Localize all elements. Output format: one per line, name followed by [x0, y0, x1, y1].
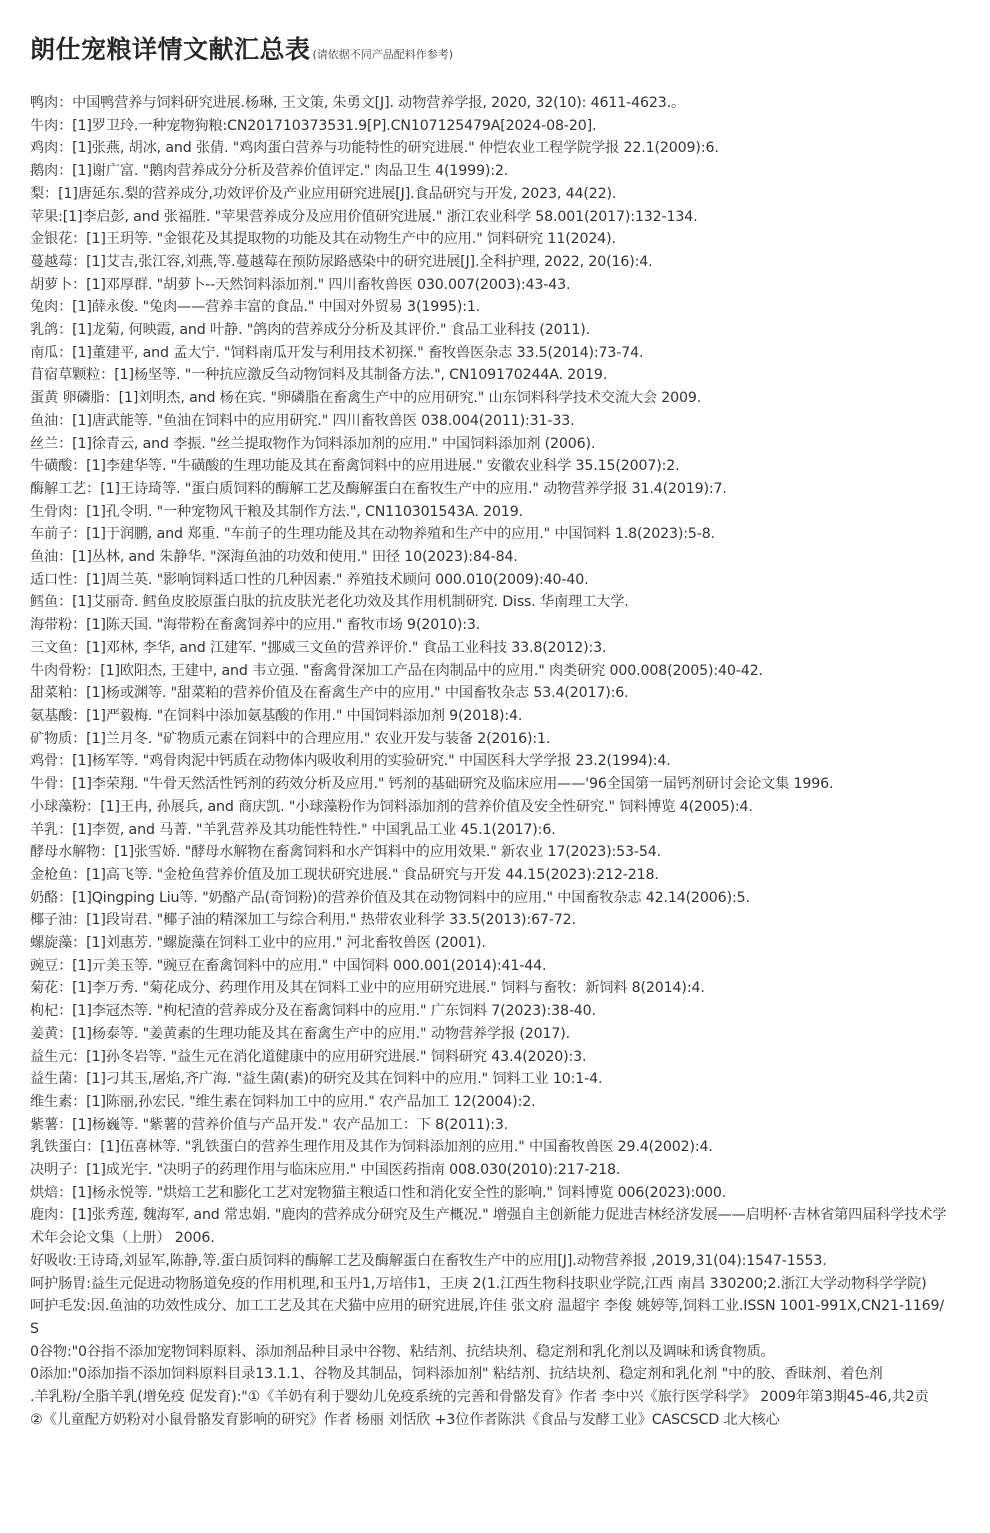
reference-entry: 矿物质：[1]兰月冬. "矿物质元素在饲料中的合理应用." 农业开发与装备 2(2016):1. — [30, 730, 551, 747]
reference-entry: 海带粉：[1]陈天国. "海带粉在畜禽饲养中的应用." 畜牧市场 9(2010):3. — [30, 617, 481, 634]
reference-entry: 牛肉：[1]罗卫玲.一种宠物狗粮:CN201710373531.9[P].CN107125479A[2024-08-20]. — [30, 117, 597, 134]
reference-entry: 好吸收:王诗琦,刘显军,陈静,等.蛋白质饲料的酶解工艺及酶解蛋白在畜牧生产中的应用[J].动物营养报 ,2019,31(04):1547-1553. — [30, 1252, 827, 1269]
reference-entry: 乳鸽：[1]龙菊, 何映霞, and 叶静. "鸽肉的营养成分分析及其评价." 食品工业科技 (2011). — [30, 322, 590, 339]
reference-entry: 生骨肉：[1]孔令明. "一种宠物风干粮及其制作方法.", CN110301543A. 2019. — [30, 503, 523, 520]
reference-entry: 鹿肉：[1]张秀莲, 魏海军, and 常忠娟. "鹿肉的营养成分研究及生产概况." 增强自主创新能力促进吉林经济发展——启明杯·吉林省第四届科学技术学术年会论文集（上册） 2006. — [30, 1207, 947, 1247]
reference-entry: 鱼油：[1]丛林, and 朱静华. "深海鱼油的功效和使用." 田径 10(2023):84-84. — [30, 549, 518, 566]
reference-entry: 三文鱼：[1]邓林, 李华, and 江建军. "挪威三文鱼的营养评价." 食品工业科技 33.8(2012):3. — [30, 639, 607, 656]
reference-entry: 苹果:[1]李启彭, and 张福胜. "苹果营养成分及应用价值研究进展." 浙江农业科学 58.001(2017):132-134. — [30, 208, 698, 225]
reference-entry: 奶酪：[1]Qingping Liu等. "奶酪产品(奇饲粉)的营养价值及其在动物饲料中的应用." 中国畜牧杂志 42.14(2006):5. — [30, 889, 750, 906]
reference-entry: 益生菌：[1]刁其玉,屠焰,齐广海. "益生菌(素)的研究及其在饲料中的应用." 饲料工业 10:1-4. — [30, 1071, 603, 1088]
reference-entry: ②《儿童配方奶粉对小鼠骨骼发育影响的研究》作者 杨丽 刘恬欣 +3位作者陈洪《食品与发酵工业》CASCSCD 北大核心 — [30, 1411, 780, 1428]
reference-entry: 呵护肠胃:益生元促进动物肠道免疫的作用机理,和玉丹1,万培伟1，王庚 2(1.江西生物科技职业学院,江西 南昌 330200;2.浙江大学动物科学学院) — [30, 1275, 927, 1292]
reference-entry: 金枪鱼：[1]高飞等. "金枪鱼营养价值及加工现状研究进展." 食品研究与开发 44.15(2023):212-218. — [30, 866, 659, 883]
reference-entry: 兔肉：[1]薛永俊. "兔肉——营养丰富的食品." 中国对外贸易 3(1995):1. — [30, 299, 481, 316]
reference-entry: 蔓越莓：[1]艾吉,张江容,刘燕,等.蔓越莓在预防尿路感染中的研究进展[J].全科护理, 2022, 20(16):4. — [30, 253, 653, 270]
reference-entry: 甜菜粕：[1]杨或渊等. "甜菜粕的营养价值及在畜禽生产中的应用." 中国畜牧杂志 53.4(2017):6. — [30, 685, 629, 702]
reference-entry: 姜黄：[1]杨泰等. "姜黄素的生理功能及其在畜禽生产中的应用." 动物营养学报 (2017). — [30, 1025, 570, 1042]
reference-entry: 烘焙：[1]杨永悦等. "烘焙工艺和膨化工艺对宠物猫主粮适口性和消化安全性的影响." 饲料博览 006(2023):000. — [30, 1184, 727, 1201]
reference-entry: 氨基酸：[1]严毅梅. "在饲料中添加氨基酸的作用." 中国饲料添加剂 9(2018):4. — [30, 707, 523, 724]
reference-entry: 小球藻粉：[1]王冉, 孙展兵, and 商庆凯. "小球藻粉作为饲料添加剂的营养价值及安全性研究." 饲料博览 4(2005):4. — [30, 798, 753, 815]
reference-entry: 牛骨：[1]李荣翔. "牛骨天然活性钙剂的药效分析及应用." 钙剂的基础研究及临床应用——'96全国第一届钙剂研讨会论文集 1996. — [30, 776, 834, 793]
reference-entry: 椰子油：[1]段岢君. "椰子油的精深加工与综合利用." 热带农业科学 33.5(2013):67-72. — [30, 912, 576, 929]
title-row — [30, 30, 950, 92]
reference-entry: 呵护毛发:因.鱼油的功效性成分、加工工艺及其在犬猫中应用的研究进展,许佳 张文府 温超宇 李俊 姚婷等,饲料工业.ISSN 1001-991X,CN21-1169/S — [30, 1298, 944, 1337]
reference-entry: 0添加:"0添加指不添加饲料原料目录13.1.1、谷物及其制品，饲料添加剂" 粘结剂、抗结块剂、稳定剂和乳化剂 "中的胶、香昧剂、着色剂 — [30, 1366, 883, 1383]
reference-entry: 胡萝卜：[1]邓厚群. "胡萝卜--天然饲料添加剂." 四川畜牧兽医 030.007(2003):43-43. — [30, 276, 571, 293]
reference-entry: 鱼油：[1]唐武能等. "鱼油在饲料中的应用研究." 四川畜牧兽医 038.004(2011):31-33. — [30, 412, 575, 429]
reference-entry: 紫薯：[1]杨巍等. "紫薯的营养价值与产品开发." 农产品加工：下 8(2011):3. — [30, 1116, 509, 1133]
reference-entry: 鸡骨：[1]杨军等. "鸡骨肉泥中钙质在动物体内吸收利用的实验研究." 中国医科大学学报 23.2(1994):4. — [30, 753, 671, 770]
reference-entry: 适口性：[1]周兰英. "影响饲料适口性的几种因素." 养殖技术顾问 000.010(2009):40-40. — [30, 571, 589, 588]
reference-list — [30, 92, 950, 1431]
reference-entry: 乳铁蛋白：[1]伍喜林等. "乳铁蛋白的营养生理作用及其作为饲料添加剂的应用." 中国畜牧兽医 29.4(2002):4. — [30, 1139, 713, 1156]
reference-entry: 鳕鱼：[1]艾丽奇. 鳕鱼皮胶原蛋白肽的抗皮肤光老化功效及其作用机制研究. Diss. 华南理工大学. — [30, 594, 629, 611]
reference-entry: 牛磺酸：[1]李建华等. "牛磺酸的生理功能及其在畜禽饲料中的应用进展." 安徽农业科学 35.15(2007):2. — [30, 458, 680, 475]
reference-entry: 鸡肉：[1]张燕, 胡冰, and 张倩. "鸡肉蛋白营养与功能特性的研究进展." 仲恺农业工程学院学报 22.1(2009):6. — [30, 140, 719, 157]
reference-entry: 枸杞：[1]李冠杰等. "枸杞渣的营养成分及在畜禽饲料中的应用." 广东饲料 7(2023):38-40. — [30, 1003, 596, 1020]
reference-entry: 车前子：[1]于润鹏, and 郑重. "车前子的生理功能及其在动物养殖和生产中的应用." 中国饲料 1.8(2023):5-8. — [30, 526, 715, 543]
reference-entry: 酵母水解物：[1]张雪娇. "酵母水解物在畜禽饲料和水产饵料中的应用效果." 新农业 17(2023):53-54. — [30, 844, 661, 861]
reference-entry: 苜宿草颗粒：[1]杨坚等. "一种抗应激反刍动物饲料及其制备方法.", CN109170244A. 2019. — [30, 367, 608, 384]
reference-entry: 豌豆：[1]亓美玉等. "豌豆在畜禽饲料中的应用." 中国饲料 000.001(2014):41-44. — [30, 957, 547, 974]
reference-entry: 蛋黄 卵磷脂：[1]刘明杰, and 杨在宾. "卵磷脂在畜禽生产中的应用研究." 山东饲料科学技术交流大会 2009. — [30, 390, 702, 407]
page-subtitle: (请依据不同产品配料作参考) — [312, 48, 454, 61]
reference-entry: 南瓜：[1]董建平, and 孟大宁. "饲料南瓜开发与利用技术初探." 畜牧兽医杂志 33.5(2014):73-74. — [30, 344, 644, 361]
reference-entry: 菊花：[1]李万秀. "菊花成分、药理作用及其在饲料工业中的应用研究进展." 饲料与畜牧：新饲料 8(2014):4. — [30, 980, 705, 997]
reference-entry: 酶解工艺：[1]王诗琦等. "蛋白质饲料的酶解工艺及酶解蛋白在畜牧生产中的应用." 动物营养学报 31.4(2019):7. — [30, 480, 727, 497]
page-title: 朗仕宠粮详情文献汇总表 — [30, 35, 311, 64]
reference-entry: .羊乳粉/全脂羊乳(增免疫 促发育):"①《羊奶有利于婴幼儿免疫系统的完善和骨骼发育》作者 李中兴《旅行医学科学》 2009年第3期45-46,共2贡 — [30, 1389, 929, 1406]
reference-entry: 维生素：[1]陈丽,孙宏民. "维生素在饲料加工中的应用." 农产品加工 12(2004):2. — [30, 1093, 536, 1110]
reference-entry: 梨：[1]唐延东.梨的营养成分,功效评价及产业应用研究进展[J].食品研究与开发, 2023, 44(22). — [30, 185, 617, 202]
reference-entry: 益生元：[1]孙冬岩等. "益生元在消化道健康中的应用研究进展." 饲料研究 43.4(2020):3. — [30, 1048, 587, 1065]
reference-entry: 0谷物:"0谷指不添加宠物饲料原料、添加剂品种目录中谷物、粘结剂、抗结块剂、稳定剂和乳化剂以及调味和诱食物质。 — [30, 1343, 775, 1360]
reference-entry: 螺旋藻：[1]刘惠芳. "螺旋藻在饲料工业中的应用." 河北畜牧兽医 (2001). — [30, 935, 486, 952]
reference-entry: 决明子：[1]成光宇. "决明子的药理作用与临床应用." 中国医药指南 008.030(2010):217-218. — [30, 1162, 621, 1179]
reference-entry: 金银花：[1]王玥等. "金银花及其提取物的功能及其在动物生产中的应用." 饲料研究 11(2024). — [30, 231, 616, 248]
reference-entry: 鹅肉：[1]谢广富. "鹅肉营养成分分析及营养价值评定." 肉品卫生 4(1999):2. — [30, 163, 509, 180]
reference-entry: 牛肉骨粉：[1]欧阳杰, 王建中, and 韦立强. "畜禽骨深加工产品在肉制品中的应用." 肉类研究 000.008(2005):40-42. — [30, 662, 763, 679]
reference-entry: 鸭肉：中国鸭营养与饲料研究进展.杨琳, 王文策, 朱勇文[J]. 动物营养学报, 2020, 32(10): 4611-4623.。 — [30, 95, 686, 111]
reference-entry: 羊乳：[1]李贺, and 马菁. "羊乳营养及其功能性特性." 中国乳品工业 45.1(2017):6. — [30, 821, 556, 838]
reference-entry: 丝兰：[1]徐青云, and 李振. "丝兰提取物作为饲料添加剂的应用." 中国饲料添加剂 (2006). — [30, 435, 596, 452]
